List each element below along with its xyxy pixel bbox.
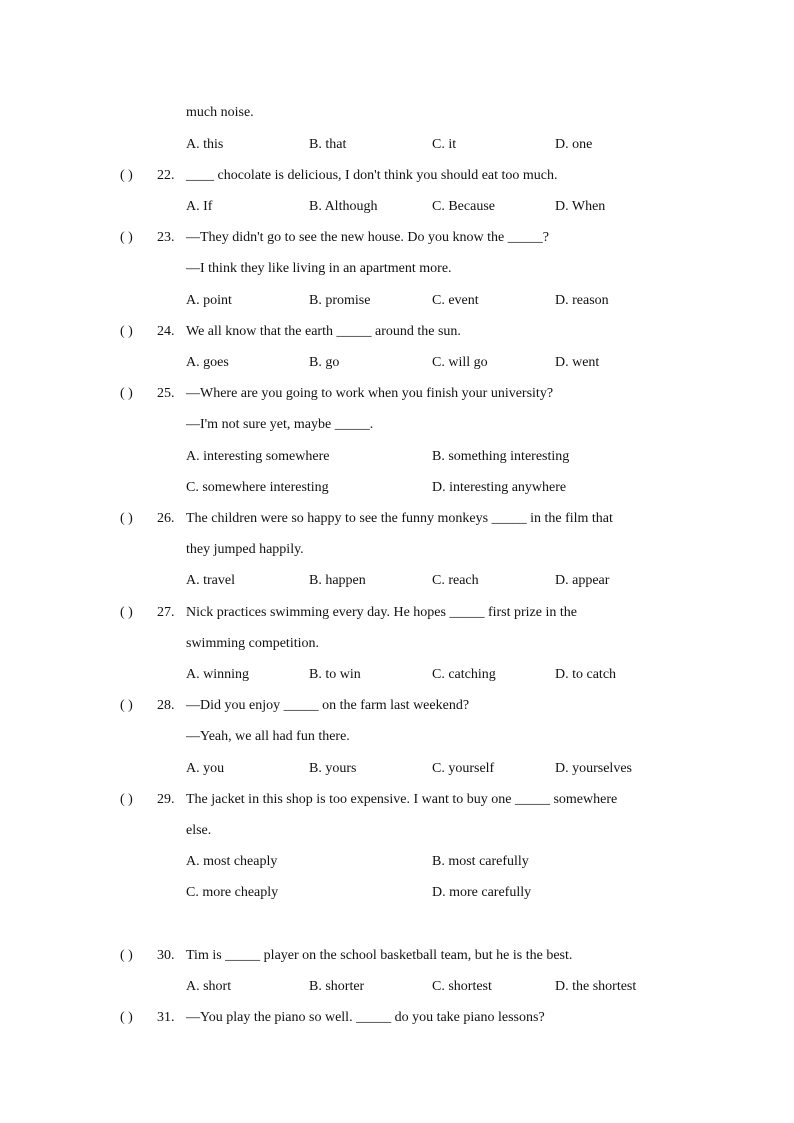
continuation-text: swimming competition. [186, 636, 319, 651]
question-text: —Did you enjoy _____ on the farm last weekend? [186, 698, 470, 713]
answer-option: A. travel [186, 573, 235, 588]
question-number: 27. [157, 605, 175, 620]
answer-option: B. yours [309, 761, 357, 776]
answer-option: B. that [309, 137, 347, 152]
continuation-text: —I think they like living in an apartment more. [186, 261, 452, 276]
answer-option: A. winning [186, 667, 249, 682]
question-number: 30. [157, 948, 175, 963]
answer-bracket[interactable]: ( ) [120, 792, 133, 807]
question-number: 31. [157, 1010, 175, 1025]
answer-option: A. interesting somewhere [186, 449, 330, 464]
answer-option: C. somewhere interesting [186, 480, 329, 495]
question-text: The jacket in this shop is too expensive. I want to buy one _____ somewhere [186, 792, 618, 807]
answer-option: B. most carefully [432, 854, 529, 869]
answer-option: B. shorter [309, 979, 365, 994]
continuation-text: else. [186, 823, 212, 838]
answer-option: B. promise [309, 293, 371, 308]
answer-bracket[interactable]: ( ) [120, 511, 133, 526]
answer-bracket[interactable]: ( ) [120, 1010, 133, 1025]
answer-bracket[interactable]: ( ) [120, 324, 133, 339]
question-text: —Where are you going to work when you finish your university? [186, 386, 554, 401]
continuation-text: they jumped happily. [186, 542, 304, 557]
answer-option: D. more carefully [432, 885, 532, 900]
question-text: —They didn't go to see the new house. Do you know the _____? [186, 230, 549, 245]
answer-option: C. yourself [432, 761, 495, 776]
answer-bracket[interactable]: ( ) [120, 230, 133, 245]
question-number: 24. [157, 324, 175, 339]
answer-bracket[interactable]: ( ) [120, 605, 133, 620]
question-number: 25. [157, 386, 175, 401]
answer-option: C. will go [432, 355, 488, 370]
question-text: —You play the piano so well. _____ do you take piano lessons? [186, 1010, 545, 1025]
question-text: We all know that the earth _____ around the sun. [186, 324, 461, 339]
answer-bracket[interactable]: ( ) [120, 168, 133, 183]
answer-bracket[interactable]: ( ) [120, 948, 133, 963]
answer-option: A. most cheaply [186, 854, 278, 869]
question-text: Nick practices swimming every day. He hopes _____ first prize in the [186, 605, 577, 620]
answer-option: D. the shortest [555, 979, 637, 994]
question-number: 29. [157, 792, 175, 807]
answer-option: A. point [186, 293, 232, 308]
answer-option: B. Although [309, 199, 378, 214]
question-text: ____ chocolate is delicious, I don't think you should eat too much. [186, 168, 558, 183]
answer-option: D. one [555, 137, 593, 152]
answer-option: D. went [555, 355, 600, 370]
answer-option: A. you [186, 761, 225, 776]
answer-option: D. to catch [555, 667, 617, 682]
answer-option: B. happen [309, 573, 366, 588]
answer-option: C. catching [432, 667, 496, 682]
answer-option: A. If [186, 199, 213, 214]
answer-option: C. it [432, 137, 457, 152]
answer-option: A. short [186, 979, 232, 994]
answer-option: C. reach [432, 573, 479, 588]
answer-option: C. event [432, 293, 479, 308]
answer-option: C. more cheaply [186, 885, 279, 900]
answer-option: D. interesting anywhere [432, 480, 567, 495]
answer-option: B. go [309, 355, 340, 370]
answer-option: D. yourselves [555, 761, 632, 776]
question-number: 23. [157, 230, 175, 245]
question-number: 22. [157, 168, 175, 183]
answer-bracket[interactable]: ( ) [120, 386, 133, 401]
answer-option: D. appear [555, 573, 610, 588]
answer-option: D. reason [555, 293, 609, 308]
answer-option: A. goes [186, 355, 229, 370]
question-number: 28. [157, 698, 175, 713]
question-text: The children were so happy to see the funny monkeys _____ in the film that [186, 511, 613, 526]
continuation-text: much noise. [186, 105, 254, 120]
answer-option: A. this [186, 137, 224, 152]
continuation-text: —I'm not sure yet, maybe _____. [186, 417, 374, 432]
answer-option: C. shortest [432, 979, 492, 994]
answer-option: B. something interesting [432, 449, 570, 464]
answer-option: C. Because [432, 199, 495, 214]
answer-option: B. to win [309, 667, 361, 682]
answer-bracket[interactable]: ( ) [120, 698, 133, 713]
continuation-text: —Yeah, we all had fun there. [186, 729, 350, 744]
question-text: Tim is _____ player on the school basketball team, but he is the best. [186, 948, 573, 963]
answer-option: D. When [555, 199, 606, 214]
question-number: 26. [157, 511, 175, 526]
